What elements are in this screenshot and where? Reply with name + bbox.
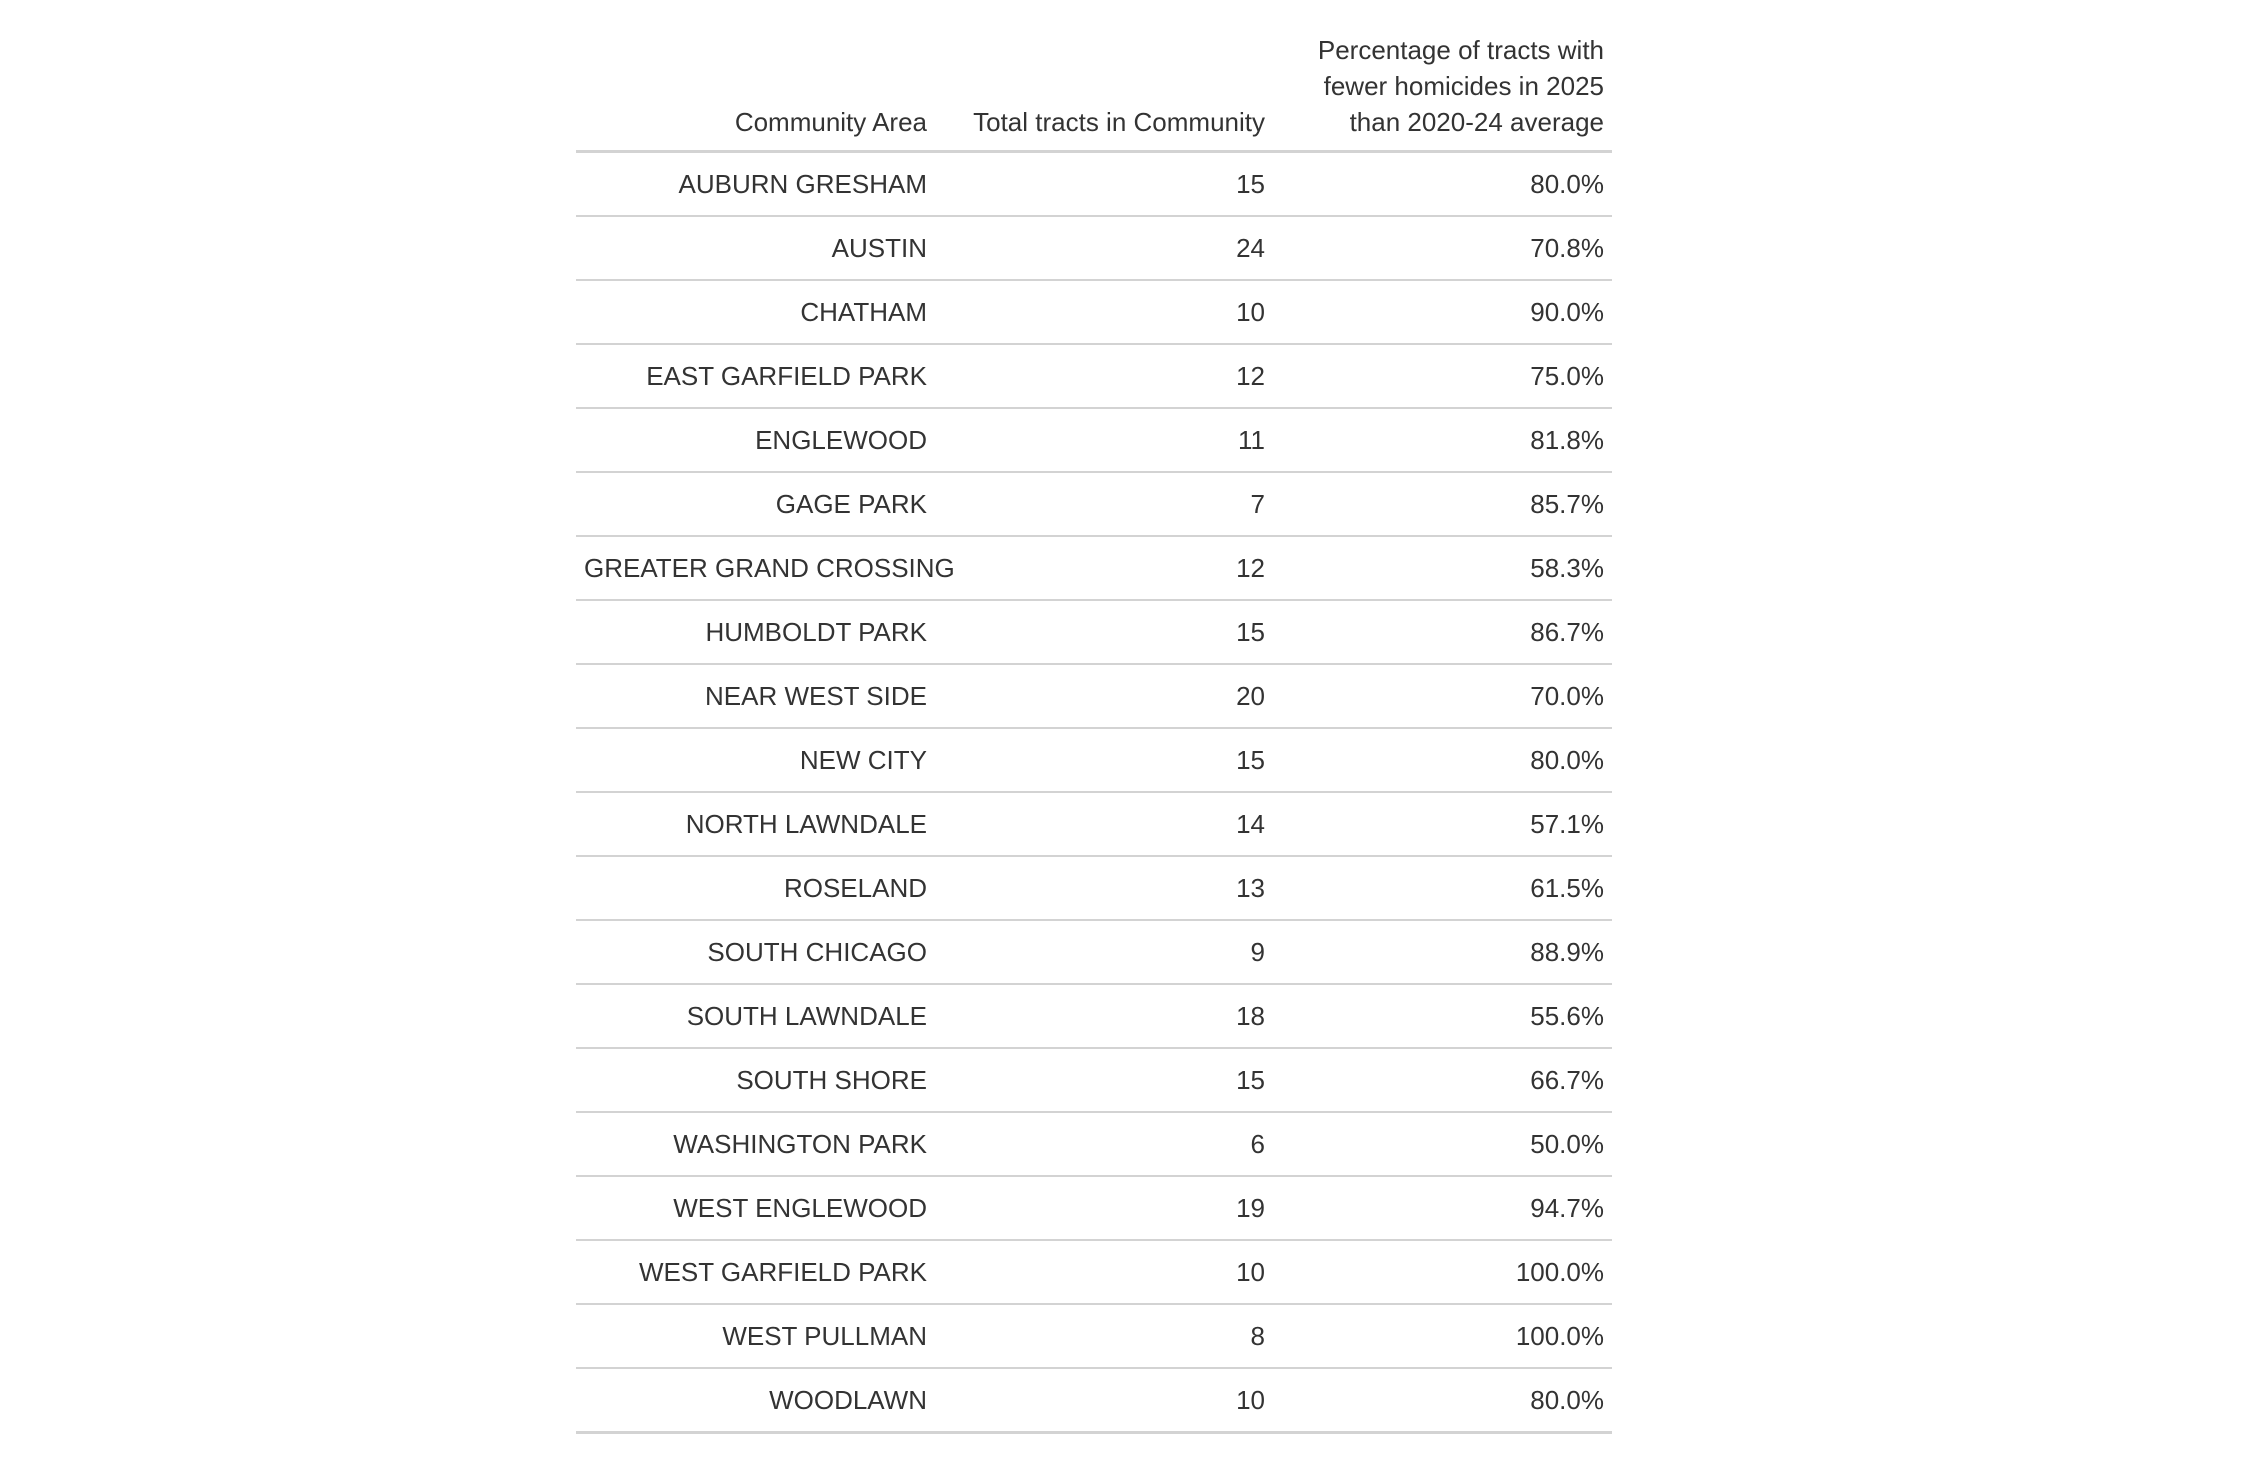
cell-community-area: SOUTH LAWNDALE <box>576 984 935 1048</box>
cell-total-tracts: 18 <box>935 984 1273 1048</box>
cell-community-area: ENGLEWOOD <box>576 408 935 472</box>
cell-community-area: WOODLAWN <box>576 1368 935 1433</box>
cell-community-area: WEST GARFIELD PARK <box>576 1240 935 1304</box>
table-header <box>576 28 1612 152</box>
cell-percentage: 70.8% <box>1273 216 1612 280</box>
cell-total-tracts: 24 <box>935 216 1273 280</box>
cell-percentage: 80.0% <box>1273 152 1612 217</box>
cell-percentage: 70.0% <box>1273 664 1612 728</box>
cell-percentage: 90.0% <box>1273 280 1612 344</box>
header-total-tracts: Total tracts in Community <box>935 28 1273 152</box>
table-row <box>576 856 1612 920</box>
table-row <box>576 1048 1612 1112</box>
cell-total-tracts: 8 <box>935 1304 1273 1368</box>
table-row <box>576 600 1612 664</box>
header-community-area: Community Area <box>576 28 935 152</box>
table-row <box>576 1112 1612 1176</box>
cell-community-area: GREATER GRAND CROSSING <box>576 536 935 600</box>
header-row <box>576 28 1612 152</box>
cell-percentage: 94.7% <box>1273 1176 1612 1240</box>
cell-community-area: NEAR WEST SIDE <box>576 664 935 728</box>
cell-percentage: 61.5% <box>1273 856 1612 920</box>
cell-community-area: NORTH LAWNDALE <box>576 792 935 856</box>
table-row <box>576 216 1612 280</box>
cell-percentage: 100.0% <box>1273 1240 1612 1304</box>
header-percentage-line: fewer homicides in 2025 <box>1323 71 1604 101</box>
cell-percentage: 58.3% <box>1273 536 1612 600</box>
cell-total-tracts: 10 <box>935 1368 1273 1433</box>
cell-total-tracts: 12 <box>935 344 1273 408</box>
cell-total-tracts: 19 <box>935 1176 1273 1240</box>
cell-percentage: 55.6% <box>1273 984 1612 1048</box>
cell-total-tracts: 12 <box>935 536 1273 600</box>
table-row <box>576 280 1612 344</box>
table-row <box>576 344 1612 408</box>
cell-percentage: 80.0% <box>1273 1368 1612 1433</box>
table-row <box>576 1240 1612 1304</box>
cell-community-area: WEST ENGLEWOOD <box>576 1176 935 1240</box>
cell-community-area: WEST PULLMAN <box>576 1304 935 1368</box>
table-row <box>576 664 1612 728</box>
cell-total-tracts: 15 <box>935 600 1273 664</box>
table-row <box>576 1176 1612 1240</box>
header-percentage <box>1273 28 1612 152</box>
cell-percentage: 88.9% <box>1273 920 1612 984</box>
cell-community-area: NEW CITY <box>576 728 935 792</box>
table-row <box>576 728 1612 792</box>
table-row <box>576 152 1612 217</box>
cell-total-tracts: 15 <box>935 1048 1273 1112</box>
cell-community-area: HUMBOLDT PARK <box>576 600 935 664</box>
header-percentage-line: Percentage of tracts with <box>1317 35 1604 65</box>
cell-total-tracts: 7 <box>935 472 1273 536</box>
cell-community-area: SOUTH CHICAGO <box>576 920 935 984</box>
cell-percentage: 85.7% <box>1273 472 1612 536</box>
cell-community-area: EAST GARFIELD PARK <box>576 344 935 408</box>
cell-percentage: 57.1% <box>1273 792 1612 856</box>
table-row <box>576 792 1612 856</box>
table-row <box>576 984 1612 1048</box>
cell-percentage: 81.8% <box>1273 408 1612 472</box>
table-row <box>576 1368 1612 1433</box>
cell-total-tracts: 13 <box>935 856 1273 920</box>
cell-community-area: AUSTIN <box>576 216 935 280</box>
cell-total-tracts: 9 <box>935 920 1273 984</box>
cell-total-tracts: 15 <box>935 152 1273 217</box>
cell-community-area: AUBURN GRESHAM <box>576 152 935 217</box>
cell-community-area: GAGE PARK <box>576 472 935 536</box>
cell-community-area: SOUTH SHORE <box>576 1048 935 1112</box>
table-row <box>576 920 1612 984</box>
cell-community-area: WASHINGTON PARK <box>576 1112 935 1176</box>
cell-percentage: 66.7% <box>1273 1048 1612 1112</box>
cell-total-tracts: 20 <box>935 664 1273 728</box>
table-body <box>576 152 1612 1433</box>
cell-total-tracts: 10 <box>935 1240 1273 1304</box>
cell-percentage: 80.0% <box>1273 728 1612 792</box>
header-percentage-line: than 2020-24 average <box>1349 107 1604 137</box>
community-area-table <box>576 28 1612 1434</box>
cell-community-area: ROSELAND <box>576 856 935 920</box>
table-row <box>576 536 1612 600</box>
cell-total-tracts: 15 <box>935 728 1273 792</box>
cell-percentage: 50.0% <box>1273 1112 1612 1176</box>
cell-community-area: CHATHAM <box>576 280 935 344</box>
cell-percentage: 75.0% <box>1273 344 1612 408</box>
table-row <box>576 1304 1612 1368</box>
cell-total-tracts: 6 <box>935 1112 1273 1176</box>
cell-total-tracts: 11 <box>935 408 1273 472</box>
cell-percentage: 86.7% <box>1273 600 1612 664</box>
table-row <box>576 408 1612 472</box>
cell-total-tracts: 14 <box>935 792 1273 856</box>
cell-percentage: 100.0% <box>1273 1304 1612 1368</box>
cell-total-tracts: 10 <box>935 280 1273 344</box>
table-row <box>576 472 1612 536</box>
